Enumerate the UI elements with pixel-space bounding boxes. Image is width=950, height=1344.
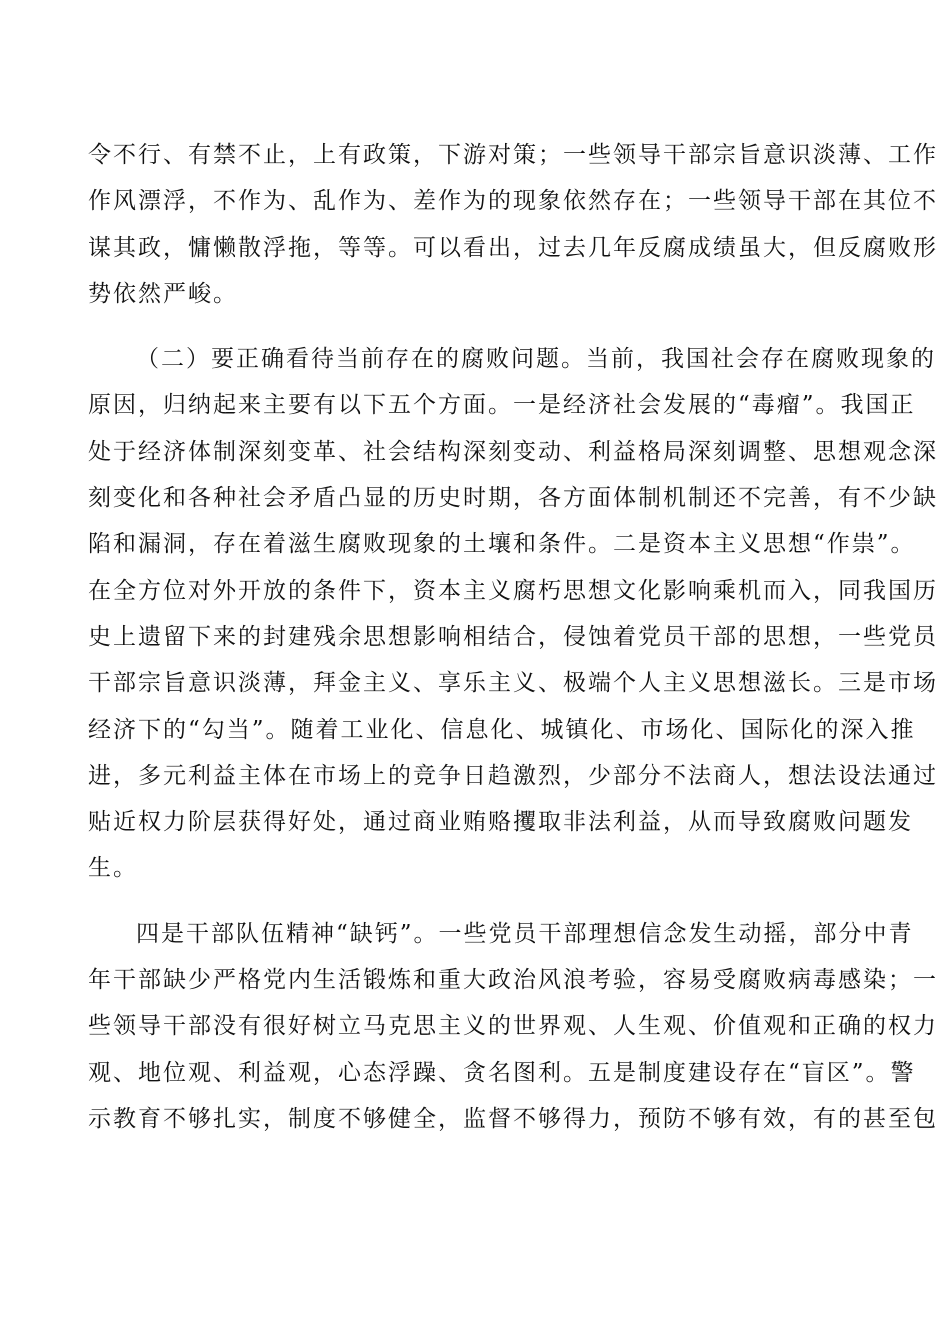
text-line: 生。 xyxy=(88,855,138,882)
text-line: 四是干部队伍精神“缺钙”。一些党员干部理想信念发生动摇，部分中青 xyxy=(136,920,914,947)
paragraph-3 xyxy=(88,911,938,1142)
text-line: 观、地位观、利益观，心态浮躁、贪名图利。五是制度建设存在“盲区”。警 xyxy=(88,1059,916,1086)
text-line: 史上遗留下来的封建残余思想影响相结合，侵蚀着党员干部的思想，一些党员 xyxy=(88,623,938,650)
text-line: 进，多元利益主体在市场上的竞争日趋激烈，少部分不法商人，想法设法通过 xyxy=(88,762,938,789)
text-line: 作风漂浮，不作为、乱作为、差作为的现象依然存在；一些领导干部在其位不 xyxy=(88,188,938,215)
text-line: 在全方位对外开放的条件下，资本主义腐朽思想文化影响乘机而入，同我国历 xyxy=(88,577,938,604)
text-line: 陷和漏洞，存在着滋生腐败现象的土壤和条件。二是资本主义思想“作祟”。 xyxy=(88,531,916,558)
paragraph-1 xyxy=(88,132,938,317)
text-line: 刻变化和各种社会矛盾凸显的历史时期，各方面体制机制还不完善，有不少缺 xyxy=(88,485,938,512)
text-line: 原因，归纳起来主要有以下五个方面。一是经济社会发展的“毒瘤”。我国正 xyxy=(88,392,916,419)
text-line: 示教育不够扎实，制度不够健全，监督不够得力，预防不够有效，有的甚至包 xyxy=(88,1105,938,1132)
text-line: 些领导干部没有很好树立马克思主义的世界观、人生观、价值观和正确的权力 xyxy=(88,1013,938,1040)
text-line: 经济下的“勾当”。随着工业化、信息化、城镇化、市场化、国际化的深入推 xyxy=(88,716,916,743)
text-line: 贴近权力阶层获得好处，通过商业贿赂攫取非法利益，从而导致腐败问题发 xyxy=(88,809,913,836)
text-line: 势依然严峻。 xyxy=(88,280,238,307)
text-line: （二）要正确看待当前存在的腐败问题。当前，我国社会存在腐败现象的 xyxy=(136,346,936,373)
text-line: 令不行、有禁不止，上有政策，下游对策；一些领导干部宗旨意识淡薄、工作 xyxy=(88,142,938,168)
text-line: 干部宗旨意识淡薄，拜金主义、享乐主义、极端个人主义思想滋长。三是市场 xyxy=(88,670,938,697)
text-line: 年干部缺少严格党内生活锻炼和重大政治风浪考验，容易受腐败病毒感染；一 xyxy=(88,967,938,994)
text-line: 谋其政，慵懒散浮拖，等等。可以看出，过去几年反腐成绩虽大，但反腐败形 xyxy=(88,234,938,261)
text-line: 处于经济体制深刻变革、社会结构深刻变动、利益格局深刻调整、思想观念深 xyxy=(88,438,938,465)
document-body xyxy=(88,132,938,1161)
paragraph-2 xyxy=(88,336,938,892)
